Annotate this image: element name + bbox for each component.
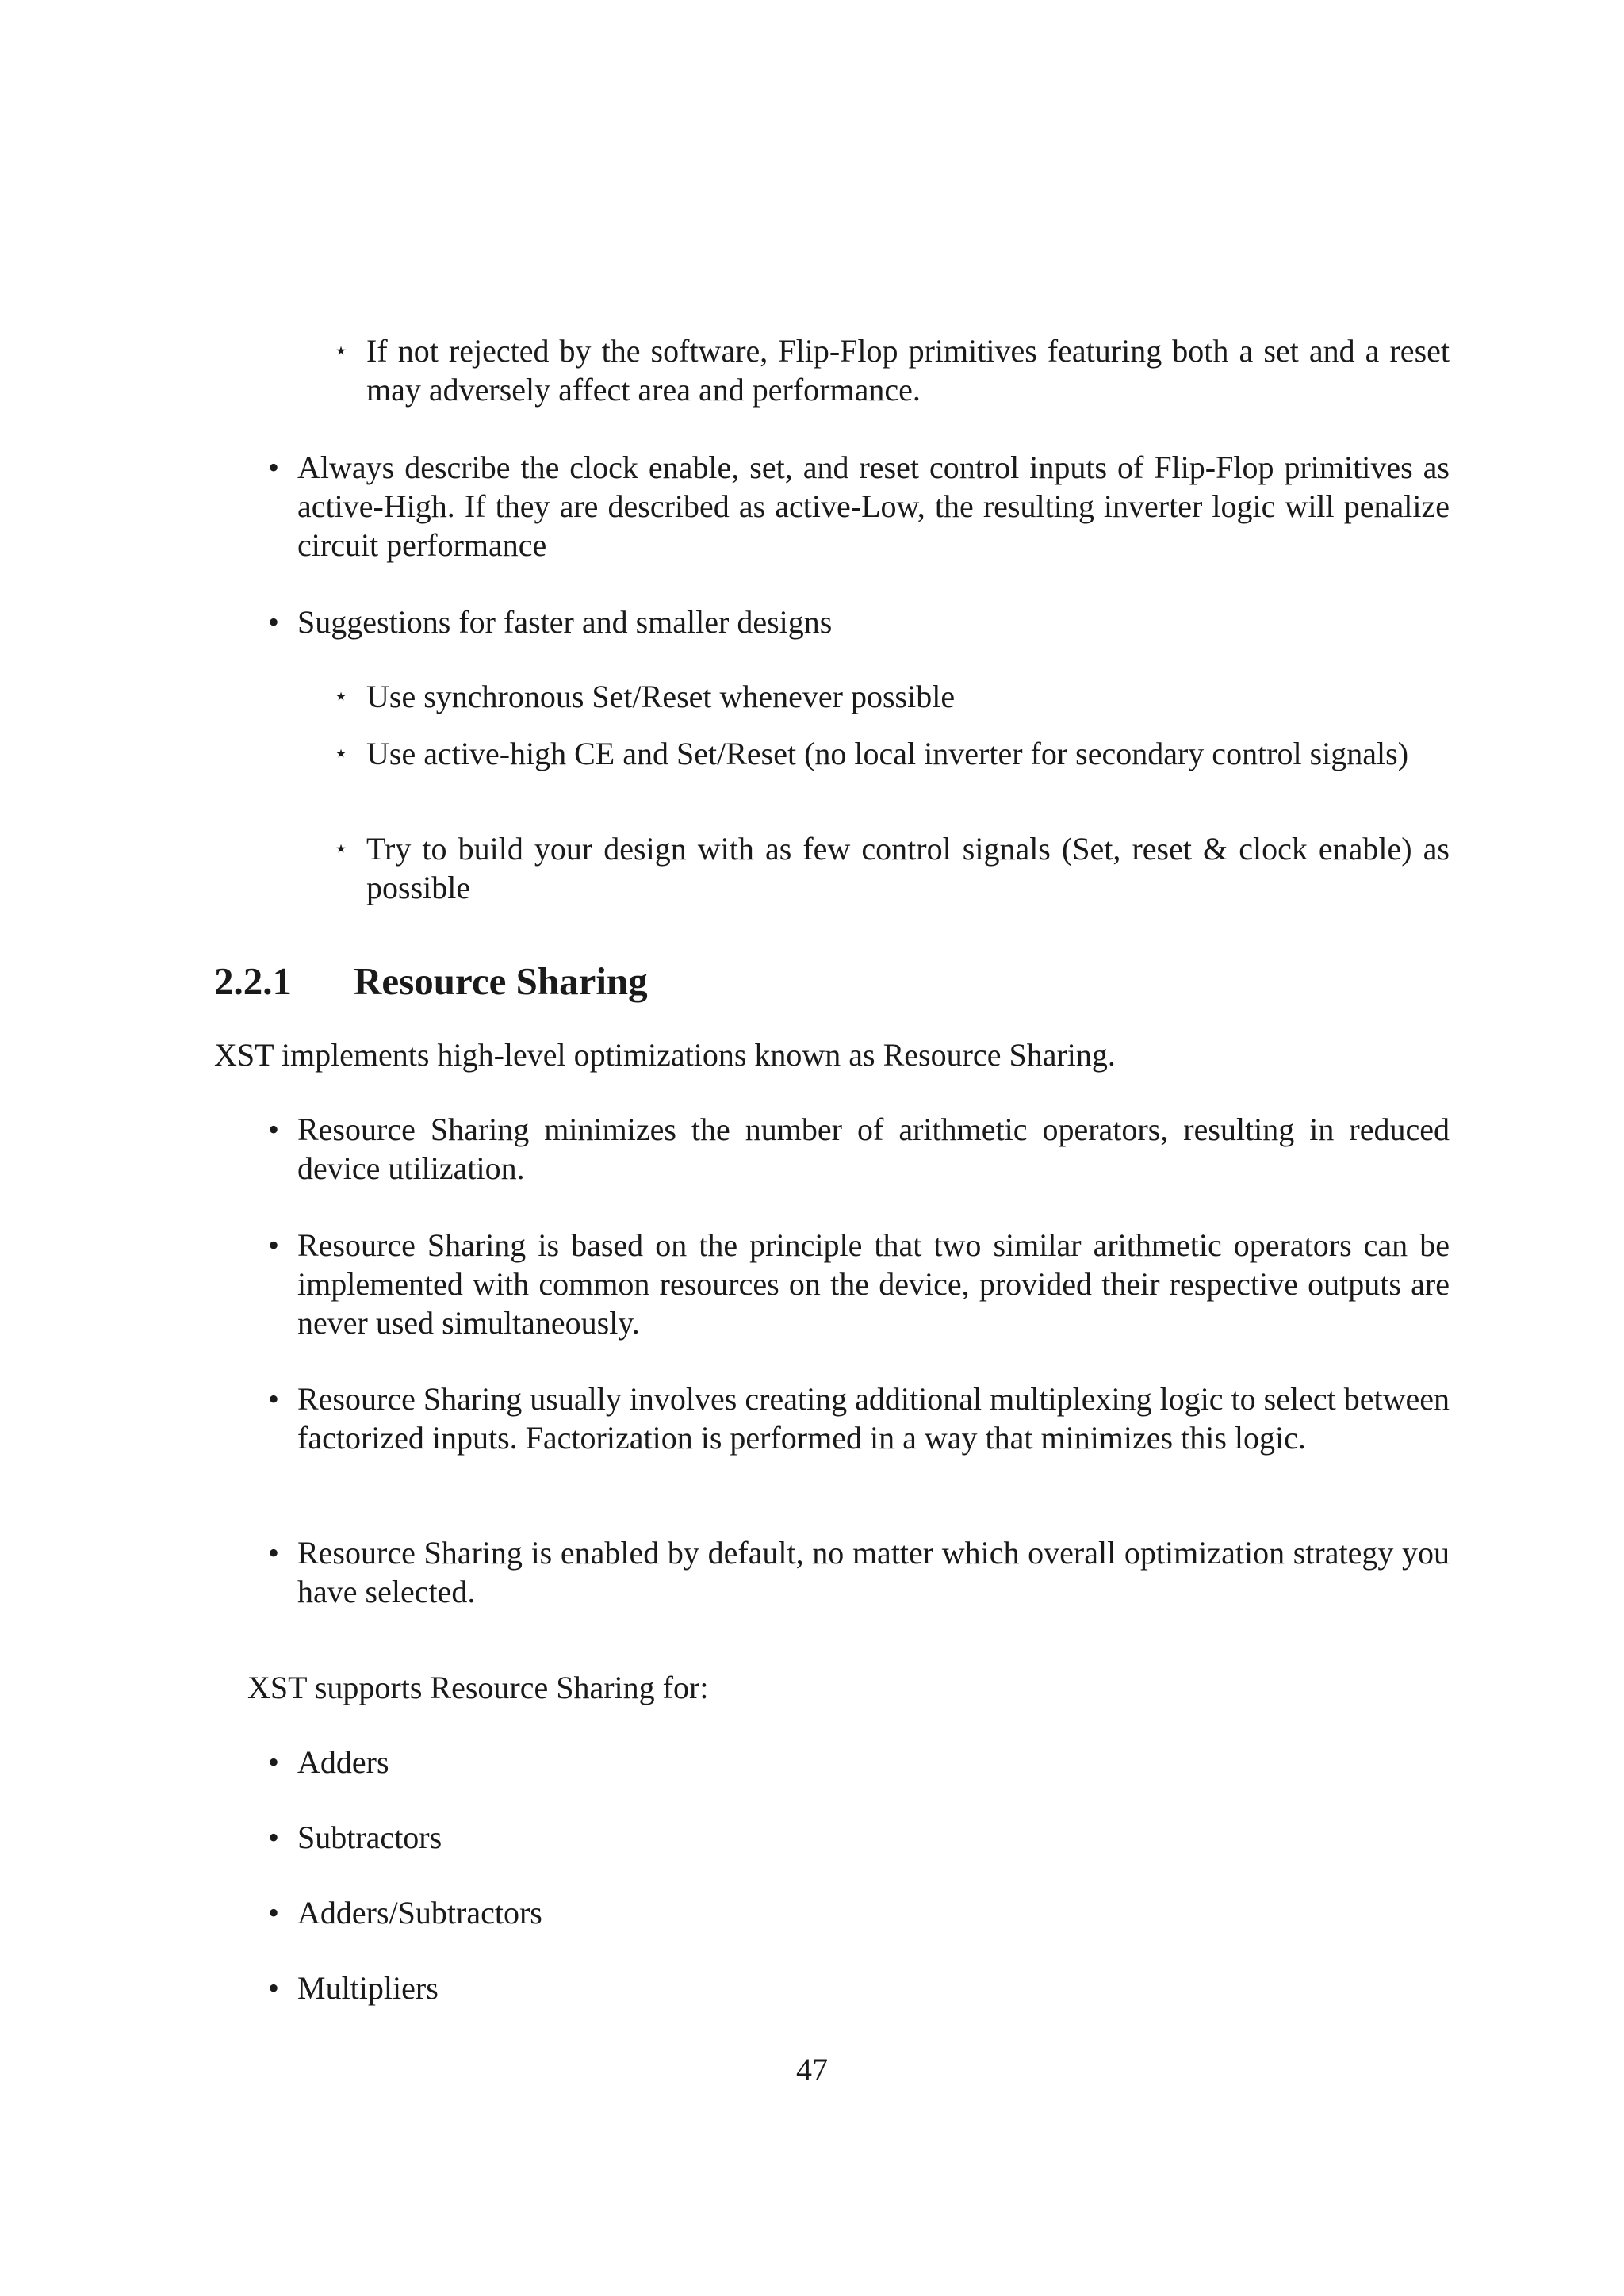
supported-item: Multipliers <box>297 1970 439 2006</box>
page-number: 47 <box>796 2052 828 2087</box>
bullet-icon: • <box>267 1535 279 1571</box>
bullet-icon: • <box>267 604 279 640</box>
bullet-icon: • <box>267 1381 279 1417</box>
section-number: 2.2.1 <box>214 959 292 1003</box>
bullet-item-suggestions: Suggestions for faster and smaller designs <box>297 604 833 640</box>
suggestion-item: Use active-high CE and Set/Reset (no local inverter for secondary control signals) <box>366 736 1409 771</box>
bullet-item: Resource Sharing usually involves creating additional multiplexing logic to select between factorized inputs. Factorization is performed in a way that minimizes this logic. <box>297 1381 1450 1456</box>
bullet-item: Resource Sharing is based on the principle that two similar arithmetic operators can be implemented with common resources on the device, provided their respective outputs are never used simultaneously. <box>297 1227 1450 1341</box>
section-title: Resource Sharing <box>354 959 648 1003</box>
star-bullet-icon: ⋆ <box>333 740 349 767</box>
star-bullet-icon: ⋆ <box>333 338 349 364</box>
star-list-item: If not rejected by the software, Flip-Flop primitives featuring both a set and a reset may adversely affect area and performance. <box>366 333 1450 408</box>
star-bullet-icon: ⋆ <box>333 683 349 710</box>
suggestion-item: Try to build your design with as few control signals (Set, reset & clock enable) as possible <box>366 831 1450 905</box>
supported-item: Subtractors <box>297 1820 442 1855</box>
bullet-item-active-high: Always describe the clock enable, set, and reset control inputs of Flip-Flop primitives as active-High. If they are described as active-Low, the resulting inverter logic will penalize circuit performance <box>297 450 1450 563</box>
star-bullet-icon: ⋆ <box>333 836 349 862</box>
bullet-icon: • <box>267 1970 279 2006</box>
supported-item: Adders/Subtractors <box>297 1895 542 1931</box>
section-heading <box>214 958 648 1005</box>
bullet-icon: • <box>267 1112 279 1147</box>
section-intro: XST implements high-level optimizations known as Resource Sharing. <box>214 1037 1116 1073</box>
bullet-icon: • <box>267 450 279 485</box>
bullet-icon: • <box>267 1744 279 1780</box>
bullet-icon: • <box>267 1895 279 1931</box>
bullet-icon: • <box>267 1227 279 1263</box>
supports-label: XST supports Resource Sharing for: <box>247 1670 709 1705</box>
bullet-item: Resource Sharing minimizes the number of arithmetic operators, resulting in reduced device utilization. <box>297 1112 1450 1186</box>
supported-item: Adders <box>297 1744 389 1780</box>
bullet-item: Resource Sharing is enabled by default, no matter which overall optimization strategy you have selected. <box>297 1535 1450 1609</box>
bullet-icon: • <box>267 1820 279 1855</box>
suggestion-item: Use synchronous Set/Reset whenever possible <box>366 679 956 714</box>
